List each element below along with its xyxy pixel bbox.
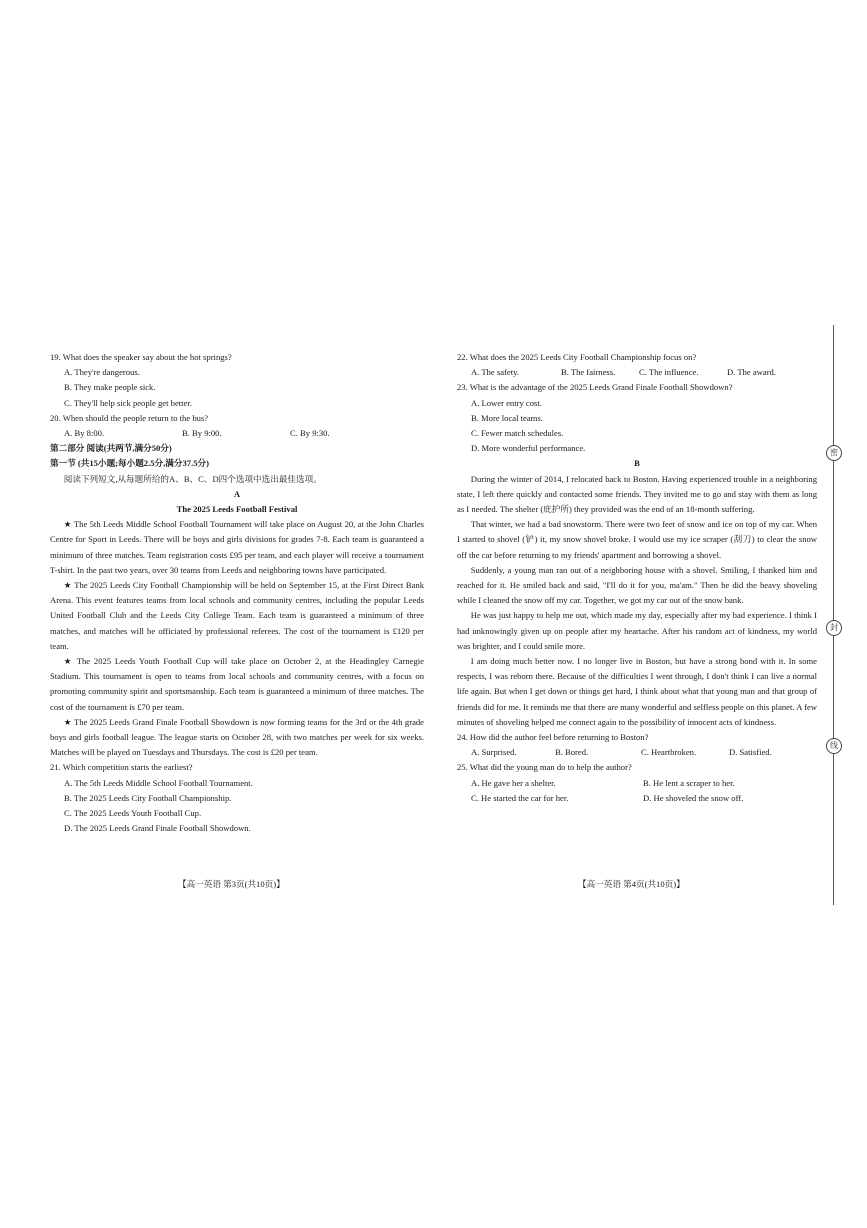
q19-option-b[interactable]: B. They make people sick. (64, 382, 156, 393)
q22-option-c[interactable]: C. The influence. (639, 367, 699, 378)
binding-mark-xian: 线 (826, 738, 842, 754)
q25-stem: 25. What did the young man do to help the author? (457, 762, 632, 773)
q21-option-b[interactable]: B. The 2025 Leeds City Football Championship. (64, 792, 232, 803)
q23-option-c[interactable]: C. Fewer match schedules. (471, 428, 564, 439)
passage-a-paragraph: ★ The 2025 Leeds Youth Football Cup will take place on October 2, at the Headingley Carnegie Stadium. This tournament is open to teams from local schools and community centres, with a focus on promoting community spirit and sportsmanship. Each team is guaranteed a minimum of three matches. The cost of the tournament is £70 per team. (50, 656, 424, 712)
passage-b-paragraph: I am doing much better now. I no longer live in Boston, but have a strong bond with it. In some respects, I was reborn there. Because of the difficulties I went through, I don't think I can live a normal life again. But when I get down or things get hard, I think about what that young man and that group of friends did for me. It reminds me that there are many wonderful and selfless people on this planet. A few minutes of shoveling helped me connect again to the possibility of innocent acts of kindness. (457, 656, 817, 727)
q22-stem: 22. What does the 2025 Leeds City Football Championship focus on? (457, 352, 697, 362)
q24-option-a[interactable]: A. Surprised. (471, 747, 517, 758)
passage-b-letter: B (634, 458, 640, 469)
q19-option-a[interactable]: A. They're dangerous. (64, 367, 140, 378)
q23-option-a[interactable]: A. Lower entry cost. (471, 397, 542, 408)
passage-b-paragraph: He was just happy to help me out, which made my day, especially after my bad experience. I think I had unknowingly given up on people after my heartache. After his random act of kindness, my world was brighter, and I could smile more. (457, 610, 817, 651)
q24-stem: 24. How did the author feel before returning to Boston? (457, 732, 649, 743)
q21-option-a[interactable]: A. The 5th Leeds Middle School Football Tournament. (64, 777, 253, 788)
q25-option-a[interactable]: A. He gave her a shelter. (471, 777, 556, 788)
q20-options (64, 426, 424, 441)
right-page-column (457, 350, 817, 806)
q22-option-a[interactable]: A. The safety. (471, 367, 519, 378)
q23-option-d[interactable]: D. More wonderful performance. (471, 443, 586, 454)
q24-options (471, 745, 817, 760)
q24-option-c[interactable]: C. Heartbroken. (641, 747, 697, 758)
q21-stem: 21. Which competition starts the earliest? (50, 762, 193, 773)
q20-option-b[interactable]: B. By 9:00. (182, 428, 222, 439)
q25-option-d[interactable]: D. He shoveled the snow off. (643, 792, 744, 803)
q22-option-b[interactable]: B. The fairness. (561, 367, 616, 378)
reading-instruction: 阅读下列短文,从每题所给的A、B、C、D四个选项中选出最佳选项。 (63, 473, 322, 484)
right-page-footer: 【高一英语 第4页(共10页)】 (578, 879, 685, 889)
q21-option-c[interactable]: C. The 2025 Leeds Youth Football Cup. (64, 808, 202, 819)
q22-option-d[interactable]: D. The award. (727, 367, 776, 378)
passage-b-paragraph: That winter, we had a bad snowstorm. There were two feet of snow and ice on top of my car. When I started to shovel (铲) it, my snow shovel broke. I would use my ice scraper (刮刀) to clear the snow off the car before returning to my friends' apartment and borrowing a shovel. (457, 519, 817, 560)
passage-a-letter: A (233, 488, 241, 499)
binding-line (833, 325, 834, 905)
passage-a-paragraph: ★ The 5th Leeds Middle School Football Tournament will take place on August 20, at the John Charles Centre for Sport in Leeds. There will be boys and girls divisions for grades 7-8. Each team is guaranteed a minimum of three matches. Team registration costs £95 per team, and each player will receive a tournament T-shirt. In the past two years, over 30 teams from Leeds and neighboring towns have participated. (50, 519, 424, 575)
part2-heading: 第二部分 阅读(共两节,满分50分) (50, 443, 172, 454)
q19-option-c[interactable]: C. They'll help sick people get better. (64, 397, 192, 408)
section1-heading: 第一节 (共15小题;每小题2.5分,满分37.5分) (50, 458, 209, 469)
q21-option-d[interactable]: D. The 2025 Leeds Grand Finale Football Showdown. (64, 823, 251, 834)
passage-a-title: The 2025 Leeds Football Festival (176, 504, 298, 515)
q22-options (471, 365, 817, 380)
q23-stem: 23. What is the advantage of the 2025 Leeds Grand Finale Football Showdown? (457, 382, 733, 393)
binding-mark-mi: 密 (826, 445, 842, 461)
q20-option-c[interactable]: C. By 9:30. (290, 428, 330, 439)
passage-a-paragraph: ★ The 2025 Leeds Grand Finale Football Showdown is now forming teams for the 3rd or the 4th grade boys and girls football league. The league starts on October 28, with two matches per week for six weeks. Matches will be played on Tuesdays and Thursdays. The cost is £20 per team. (50, 716, 424, 758)
q25-options-row1 (471, 776, 817, 791)
q25-option-c[interactable]: C. He started the car for her. (471, 792, 569, 803)
q20-stem: 20. When should the people return to the bus? (50, 412, 209, 423)
q19-stem: 19. What does the speaker say about the hot springs? (50, 352, 232, 362)
passage-a-paragraph: ★ The 2025 Leeds City Football Championship will be held on September 15, at the First Direct Bank Arena. This event features teams from local schools and community centres, including the popular Leeds United Football Club and the Leeds City College Team. Each team is guaranteed a minimum of three matches, and matches will be officiated by professional referees. The cost of the tournament is £120 per team. (50, 580, 424, 651)
passage-b-paragraph: Suddenly, a young man ran out of a neighboring house with a shovel. Smiling, I thanked him and reached for it. He smiled back and said, "I'll do it for you, ma'am." Then he did the heavy shoveling while I cleaned the snow off my car. Together, we got my car out of the snow bank. (457, 564, 817, 606)
binding-mark-feng: 封 (826, 620, 842, 636)
q23-option-b[interactable]: B. More local teams. (471, 412, 543, 423)
q20-option-a[interactable]: A. By 8:00. (64, 428, 105, 439)
q24-option-b[interactable]: B. Bored. (555, 747, 589, 758)
passage-b-paragraph: During the winter of 2014, I relocated back to Boston. Having experienced trouble in a neighboring state, I left there quickly and contacted some friends. They invited me to go and stay with them as long as I needed. The shelter (庇护所) they provided was the end of an 18-month suffering. (457, 473, 817, 515)
q25-option-b[interactable]: B. He lent a scraper to her. (643, 777, 735, 788)
q24-option-d[interactable]: D. Satisfied. (729, 747, 772, 758)
left-page-column (50, 350, 424, 837)
q25-options-row2 (471, 791, 817, 806)
left-page-footer: 【高一英语 第3页(共10页)】 (178, 879, 285, 889)
